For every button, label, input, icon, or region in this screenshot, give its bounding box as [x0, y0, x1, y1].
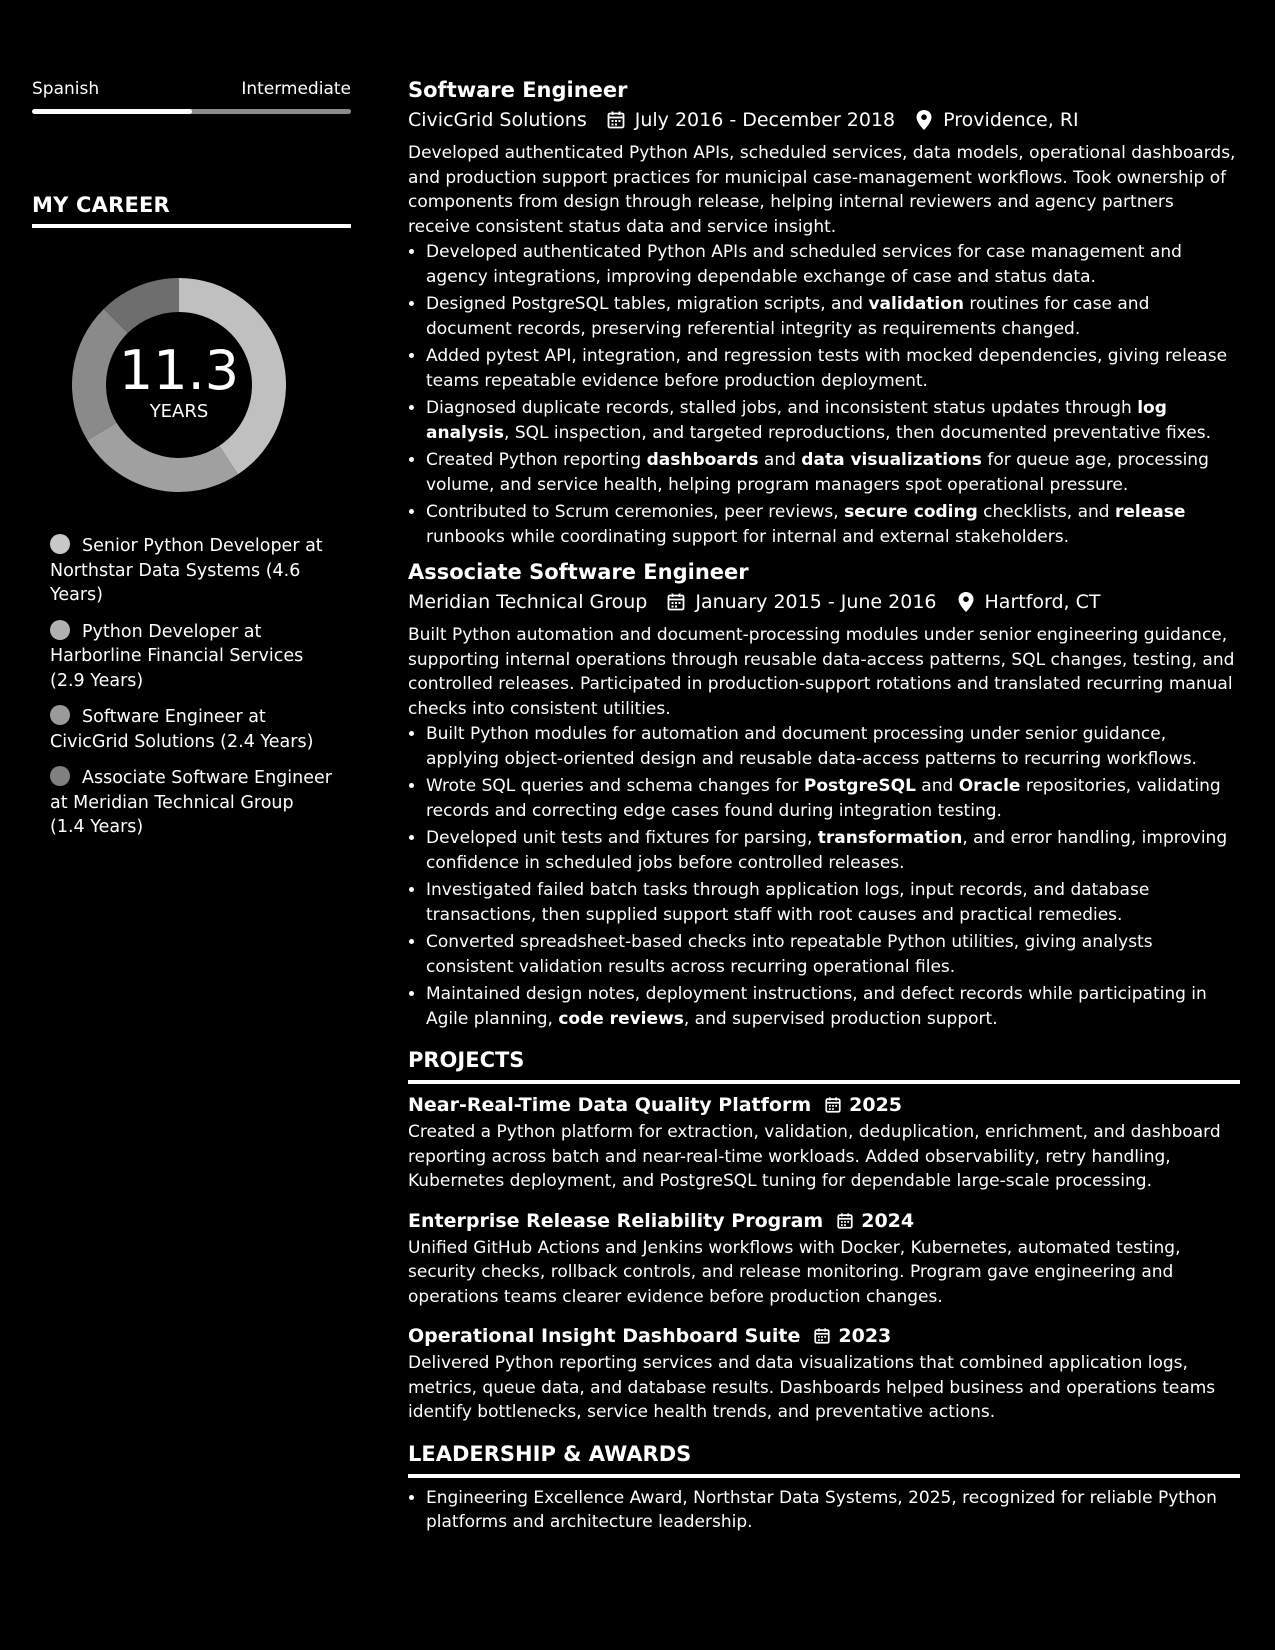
language-level: Intermediate	[241, 79, 351, 99]
project-year: 2023	[838, 1325, 892, 1347]
project-description: Created a Python platform for extraction, validation, deduplication, enrichment, and dashboard reporting across batch and near-real-time workloads. Added observability, retry handling, Kubernetes deployment, and PostgreSQL tuning for dependable large-scale processing.	[408, 1122, 1221, 1191]
sidebar	[32, 78, 351, 852]
job-bullets	[408, 240, 1240, 549]
job-title: Associate Software Engineer	[408, 560, 749, 584]
job-location: Hartford, CT	[984, 591, 1101, 613]
job-bullet	[426, 774, 1240, 823]
map-pin-icon	[913, 109, 935, 131]
job-bullet	[426, 930, 1240, 979]
bold-text: log analysis	[426, 398, 1167, 443]
project-header	[408, 1092, 1240, 1118]
job-bullet	[426, 500, 1240, 549]
bold-text: release	[1114, 502, 1186, 522]
project-name: Enterprise Release Reliability Program	[408, 1209, 824, 1232]
project-name: Operational Insight Dashboard Suite	[408, 1325, 801, 1347]
bold-text: Oracle	[958, 776, 1021, 796]
text-run: runbooks while coordinating support for internal and external stakeholders.	[426, 526, 1069, 547]
career-item	[50, 534, 351, 608]
text-run: Built Python modules for automation and document processing under senior guidance, applying object-oriented design and reusable data-access patterns to recurring workflows.	[426, 724, 1197, 769]
awards-section-divider	[408, 1474, 1240, 1478]
job-dates: July 2016 - December 2018	[634, 109, 896, 131]
language-row	[32, 78, 351, 100]
career-donut-chart	[66, 272, 292, 498]
circle-dot-icon	[50, 534, 70, 554]
job-bullet	[426, 396, 1240, 445]
text-run: , and supervised production support.	[683, 1008, 998, 1029]
text-run: Converted spreadsheet-based checks into repeatable Python utilities, giving analysts consistent validation results across recurring operational files.	[426, 932, 1153, 977]
awards-section	[408, 1441, 1240, 1535]
job-title: Software Engineer	[408, 78, 628, 102]
career-item-label: Python Developer at Harborline Financial Services (2.9 Years)	[50, 621, 304, 691]
calendar-icon	[823, 1095, 843, 1115]
awards-section-title: LEADERSHIP & AWARDS	[408, 1441, 692, 1466]
text-run: repositories, validating records and correcting edge cases found during integration testing.	[426, 776, 1221, 821]
career-item	[50, 620, 351, 694]
bold-text: transformation	[817, 828, 963, 848]
language-name: Spanish	[32, 79, 100, 99]
text-run: routines for case and document records, preserving referential integrity as requirements changed.	[426, 294, 1150, 339]
career-item-label: Associate Software Engineer at Meridian Technical Group (1.4 Years)	[50, 768, 332, 837]
job-bullet	[426, 722, 1240, 771]
job-description: Developed authenticated Python APIs, scheduled services, data models, operational dashboards, and production support practices for municipal case-management workflows. Took ownership of components from design through release, helping internal reviewers and agency partners receive consistent status data and service insight.	[408, 143, 1236, 237]
main-content	[408, 76, 1240, 1538]
project-description: Unified GitHub Actions and Jenkins workflows with Docker, Kubernetes, automated testing, security checks, rollback controls, and release monitoring. Program gave engineering and operations teams clearer evidence before production changes.	[408, 1237, 1181, 1307]
career-list	[32, 534, 351, 840]
job-bullet	[426, 344, 1240, 393]
text-run: and	[915, 776, 959, 796]
awards-list	[408, 1486, 1240, 1535]
text-run: Contributed to Scrum ceremonies, peer reviews,	[426, 502, 845, 522]
career-section-title: MY CAREER	[32, 193, 170, 217]
map-pin-icon	[955, 591, 977, 613]
text-run: , and error handling, improving confidence in scheduled jobs before controlled releases.	[426, 828, 1228, 873]
circle-dot-icon	[50, 766, 70, 786]
text-run: Diagnosed duplicate records, stalled jobs, and inconsistent status updates through	[426, 398, 1138, 418]
calendar-icon	[665, 591, 687, 613]
project-entry	[408, 1092, 1240, 1194]
text-run: Created Python reporting	[426, 450, 647, 470]
job-meta	[408, 589, 1240, 615]
job-bullet	[426, 240, 1240, 289]
job-entry	[408, 76, 1240, 549]
job-bullet	[426, 292, 1240, 341]
text-run: Developed unit tests and fixtures for parsing,	[426, 828, 818, 848]
job-description: Built Python automation and document-processing modules under senior engineering guidance, supporting internal operations through reusable data-access patterns, SQL changes, testing, and controlled releases. Participated in production-support rotations and translated recurring manual checks into consistent utilities.	[408, 625, 1235, 719]
text-run: Designed PostgreSQL tables, migration scripts, and	[426, 294, 869, 314]
circle-dot-icon	[50, 705, 70, 725]
text-run: checklists, and	[977, 502, 1115, 522]
donut-center	[66, 272, 292, 498]
project-entry	[408, 1323, 1240, 1425]
projects-section-divider	[408, 1080, 1240, 1084]
job-meta	[408, 107, 1240, 133]
text-run: Added pytest API, integration, and regression tests with mocked dependencies, giving release teams repeatable evidence before production deployment.	[426, 346, 1228, 391]
project-header	[408, 1323, 1240, 1349]
project-description: Delivered Python reporting services and data visualizations that combined application logs, metrics, queue data, and database results. Dashboards helped business and operations teams identify bottlenecks, service health trends, and preventative actions.	[408, 1353, 1216, 1422]
text-run: , SQL inspection, and targeted reproductions, then documented preventative fixes.	[504, 422, 1211, 443]
career-section-divider	[32, 224, 351, 228]
job-bullet	[426, 826, 1240, 875]
job-dates: January 2015 - June 2016	[695, 591, 937, 613]
text-run: Maintained design notes, deployment instructions, and defect records while participating in Agile planning,	[426, 984, 1207, 1029]
bold-text: PostgreSQL	[803, 776, 916, 796]
project-header	[408, 1208, 1240, 1234]
job-location: Providence, RI	[943, 109, 1079, 131]
bold-text: code reviews	[558, 1008, 684, 1029]
career-item-label: Software Engineer at CivicGrid Solutions (2.4 Years)	[50, 707, 314, 752]
bold-text: validation	[868, 294, 965, 314]
language-proficiency-fill	[32, 109, 192, 114]
language-proficiency-bar	[32, 109, 351, 114]
career-item	[50, 705, 351, 754]
project-year: 2024	[861, 1209, 915, 1232]
text-run: Developed authenticated Python APIs and scheduled services for case management and agency integrations, improving dependable exchange of case and status data.	[426, 242, 1182, 287]
job-entry	[408, 558, 1240, 1031]
job-company: CivicGrid Solutions	[408, 109, 587, 131]
bold-text: data visualizations	[801, 450, 982, 470]
career-item	[50, 766, 351, 840]
calendar-icon	[835, 1211, 855, 1231]
total-years-value: 11.3	[118, 339, 240, 402]
text-run: Investigated failed batch tasks through application logs, input records, and database transactions, then supplied support staff with root causes and practical remedies.	[426, 880, 1150, 925]
projects-section	[408, 1047, 1240, 1425]
job-company: Meridian Technical Group	[408, 591, 648, 613]
project-year: 2025	[849, 1094, 903, 1116]
text-run: and	[758, 450, 802, 470]
career-item-label: Senior Python Developer at Northstar Data Systems (4.6 Years)	[50, 536, 323, 605]
project-name: Near-Real-Time Data Quality Platform	[408, 1094, 812, 1116]
text-run: Wrote SQL queries and schema changes for	[426, 776, 804, 796]
project-entry	[408, 1208, 1240, 1310]
text-run: for queue age, processing volume, and service health, helping program managers spot operational pressure.	[426, 450, 1209, 495]
job-bullet	[426, 982, 1240, 1031]
bold-text: secure coding	[844, 502, 978, 522]
job-bullets	[408, 722, 1240, 1031]
calendar-icon	[812, 1326, 832, 1346]
bold-text: dashboards	[646, 450, 759, 470]
calendar-icon	[605, 109, 627, 131]
circle-dot-icon	[50, 620, 70, 640]
job-bullet	[426, 448, 1240, 497]
award-item: • Engineering Excellence Award, Northstar Data Systems, 2025, recognized for reliable Python platforms and architecture leadership.	[426, 1486, 1240, 1535]
job-bullet	[426, 878, 1240, 927]
projects-section-title: PROJECTS	[408, 1048, 525, 1072]
total-years-unit: YEARS	[149, 401, 209, 422]
